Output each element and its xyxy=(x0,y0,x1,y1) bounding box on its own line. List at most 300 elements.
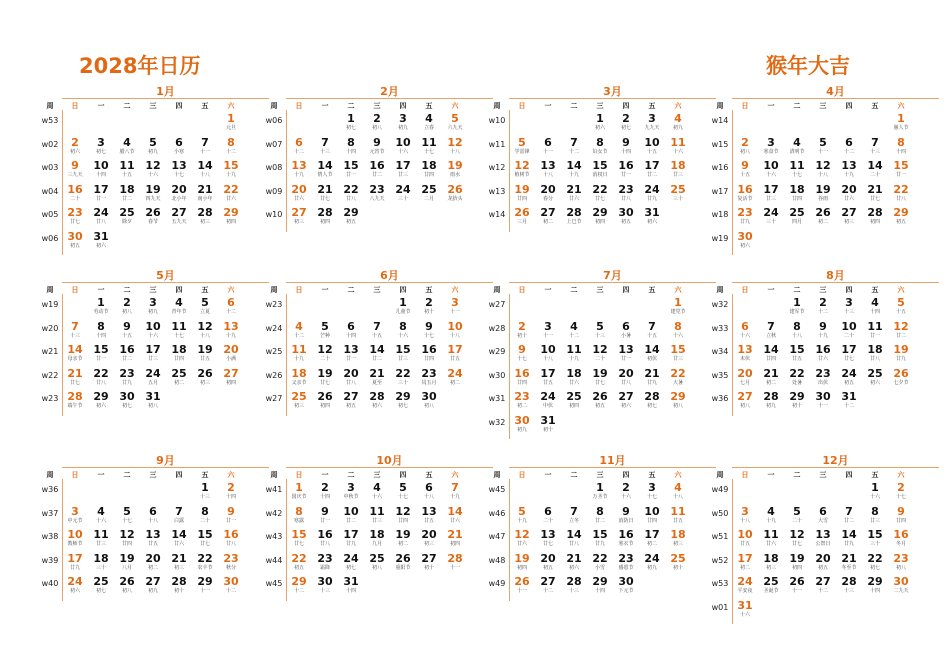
day-cell[interactable] xyxy=(114,368,140,387)
day-cell[interactable] xyxy=(390,553,416,572)
day-cell[interactable] xyxy=(390,184,416,203)
day-cell[interactable] xyxy=(784,137,810,156)
day-cell[interactable] xyxy=(192,207,218,226)
day-cell[interactable] xyxy=(312,529,338,548)
day-cell[interactable] xyxy=(509,207,535,226)
day-cell[interactable] xyxy=(192,482,218,501)
day-cell[interactable] xyxy=(509,321,535,340)
day-cell[interactable] xyxy=(784,529,810,548)
day-cell[interactable] xyxy=(312,207,338,226)
day-cell[interactable] xyxy=(312,391,338,410)
day-cell[interactable] xyxy=(888,184,914,203)
day-cell[interactable] xyxy=(665,553,691,572)
day-cell[interactable] xyxy=(312,576,338,595)
day-cell[interactable] xyxy=(535,207,561,226)
day-cell[interactable] xyxy=(218,506,244,525)
day-cell[interactable] xyxy=(862,553,888,572)
day-cell[interactable] xyxy=(509,344,535,363)
day-cell[interactable] xyxy=(561,368,587,387)
day-cell[interactable] xyxy=(442,368,468,387)
day-cell[interactable] xyxy=(218,160,244,179)
day-cell[interactable] xyxy=(166,529,192,548)
day-cell[interactable] xyxy=(62,391,88,410)
day-cell[interactable] xyxy=(192,184,218,203)
day-cell[interactable] xyxy=(732,137,758,156)
day-cell[interactable] xyxy=(140,368,166,387)
day-cell[interactable] xyxy=(286,321,312,340)
day-cell[interactable] xyxy=(784,160,810,179)
day-cell[interactable] xyxy=(862,207,888,226)
day-cell[interactable] xyxy=(535,391,561,410)
day-cell[interactable] xyxy=(62,137,88,156)
day-cell[interactable] xyxy=(561,207,587,226)
day-cell[interactable] xyxy=(416,506,442,525)
day-cell[interactable] xyxy=(836,529,862,548)
day-cell[interactable] xyxy=(732,368,758,387)
day-cell[interactable] xyxy=(732,576,758,595)
day-cell[interactable] xyxy=(509,160,535,179)
day-cell[interactable] xyxy=(88,321,114,340)
day-cell[interactable] xyxy=(338,553,364,572)
day-cell[interactable] xyxy=(390,529,416,548)
day-cell[interactable] xyxy=(535,368,561,387)
day-cell[interactable] xyxy=(639,137,665,156)
day-cell[interactable] xyxy=(888,113,914,132)
day-cell[interactable] xyxy=(613,137,639,156)
day-cell[interactable] xyxy=(732,160,758,179)
day-cell[interactable] xyxy=(862,368,888,387)
day-cell[interactable] xyxy=(665,184,691,203)
day-cell[interactable] xyxy=(836,368,862,387)
day-cell[interactable] xyxy=(862,344,888,363)
day-cell[interactable] xyxy=(665,368,691,387)
day-cell[interactable] xyxy=(166,297,192,316)
day-cell[interactable] xyxy=(535,415,561,434)
day-cell[interactable] xyxy=(338,160,364,179)
day-cell[interactable] xyxy=(192,506,218,525)
day-cell[interactable] xyxy=(442,529,468,548)
day-cell[interactable] xyxy=(888,160,914,179)
day-cell[interactable] xyxy=(62,576,88,595)
day-cell[interactable] xyxy=(758,576,784,595)
day-cell[interactable] xyxy=(587,391,613,410)
day-cell[interactable] xyxy=(587,321,613,340)
day-cell[interactable] xyxy=(192,297,218,316)
day-cell[interactable] xyxy=(509,506,535,525)
day-cell[interactable] xyxy=(88,553,114,572)
day-cell[interactable] xyxy=(192,160,218,179)
day-cell[interactable] xyxy=(192,321,218,340)
day-cell[interactable] xyxy=(218,529,244,548)
day-cell[interactable] xyxy=(114,207,140,226)
day-cell[interactable] xyxy=(88,576,114,595)
day-cell[interactable] xyxy=(312,137,338,156)
day-cell[interactable] xyxy=(587,506,613,525)
day-cell[interactable] xyxy=(758,368,784,387)
day-cell[interactable] xyxy=(613,576,639,595)
day-cell[interactable] xyxy=(613,482,639,501)
day-cell[interactable] xyxy=(88,184,114,203)
day-cell[interactable] xyxy=(114,297,140,316)
day-cell[interactable] xyxy=(390,160,416,179)
day-cell[interactable] xyxy=(140,137,166,156)
day-cell[interactable] xyxy=(390,113,416,132)
day-cell[interactable] xyxy=(218,207,244,226)
day-cell[interactable] xyxy=(338,113,364,132)
day-cell[interactable] xyxy=(535,553,561,572)
day-cell[interactable] xyxy=(587,160,613,179)
day-cell[interactable] xyxy=(192,576,218,595)
day-cell[interactable] xyxy=(218,321,244,340)
day-cell[interactable] xyxy=(312,553,338,572)
day-cell[interactable] xyxy=(140,297,166,316)
day-cell[interactable] xyxy=(862,506,888,525)
day-cell[interactable] xyxy=(810,576,836,595)
day-cell[interactable] xyxy=(166,368,192,387)
day-cell[interactable] xyxy=(364,160,390,179)
day-cell[interactable] xyxy=(888,207,914,226)
day-cell[interactable] xyxy=(639,529,665,548)
day-cell[interactable] xyxy=(166,321,192,340)
day-cell[interactable] xyxy=(390,391,416,410)
day-cell[interactable] xyxy=(338,391,364,410)
day-cell[interactable] xyxy=(509,368,535,387)
day-cell[interactable] xyxy=(62,344,88,363)
day-cell[interactable] xyxy=(732,207,758,226)
day-cell[interactable] xyxy=(888,137,914,156)
day-cell[interactable] xyxy=(810,529,836,548)
day-cell[interactable] xyxy=(166,576,192,595)
day-cell[interactable] xyxy=(114,506,140,525)
day-cell[interactable] xyxy=(810,137,836,156)
day-cell[interactable] xyxy=(218,482,244,501)
day-cell[interactable] xyxy=(810,391,836,410)
day-cell[interactable] xyxy=(758,553,784,572)
day-cell[interactable] xyxy=(140,391,166,410)
day-cell[interactable] xyxy=(665,297,691,316)
day-cell[interactable] xyxy=(535,137,561,156)
day-cell[interactable] xyxy=(784,184,810,203)
day-cell[interactable] xyxy=(62,368,88,387)
day-cell[interactable] xyxy=(810,553,836,572)
day-cell[interactable] xyxy=(587,137,613,156)
day-cell[interactable] xyxy=(587,207,613,226)
day-cell[interactable] xyxy=(888,529,914,548)
day-cell[interactable] xyxy=(509,529,535,548)
day-cell[interactable] xyxy=(836,184,862,203)
day-cell[interactable] xyxy=(442,184,468,203)
day-cell[interactable] xyxy=(312,184,338,203)
day-cell[interactable] xyxy=(114,576,140,595)
day-cell[interactable] xyxy=(218,344,244,363)
day-cell[interactable] xyxy=(338,344,364,363)
day-cell[interactable] xyxy=(286,368,312,387)
day-cell[interactable] xyxy=(587,482,613,501)
day-cell[interactable] xyxy=(364,137,390,156)
day-cell[interactable] xyxy=(364,506,390,525)
day-cell[interactable] xyxy=(535,506,561,525)
day-cell[interactable] xyxy=(665,344,691,363)
day-cell[interactable] xyxy=(442,160,468,179)
day-cell[interactable] xyxy=(613,321,639,340)
day-cell[interactable] xyxy=(166,160,192,179)
day-cell[interactable] xyxy=(88,368,114,387)
day-cell[interactable] xyxy=(561,576,587,595)
day-cell[interactable] xyxy=(862,137,888,156)
day-cell[interactable] xyxy=(192,529,218,548)
day-cell[interactable] xyxy=(535,184,561,203)
day-cell[interactable] xyxy=(732,321,758,340)
day-cell[interactable] xyxy=(509,137,535,156)
day-cell[interactable] xyxy=(88,207,114,226)
day-cell[interactable] xyxy=(587,529,613,548)
day-cell[interactable] xyxy=(888,482,914,501)
day-cell[interactable] xyxy=(390,344,416,363)
day-cell[interactable] xyxy=(416,344,442,363)
day-cell[interactable] xyxy=(88,160,114,179)
day-cell[interactable] xyxy=(587,184,613,203)
day-cell[interactable] xyxy=(665,113,691,132)
day-cell[interactable] xyxy=(286,529,312,548)
day-cell[interactable] xyxy=(888,321,914,340)
day-cell[interactable] xyxy=(166,344,192,363)
day-cell[interactable] xyxy=(338,321,364,340)
day-cell[interactable] xyxy=(862,482,888,501)
day-cell[interactable] xyxy=(784,297,810,316)
day-cell[interactable] xyxy=(338,506,364,525)
day-cell[interactable] xyxy=(732,344,758,363)
day-cell[interactable] xyxy=(732,184,758,203)
day-cell[interactable] xyxy=(62,160,88,179)
day-cell[interactable] xyxy=(561,321,587,340)
day-cell[interactable] xyxy=(442,344,468,363)
day-cell[interactable] xyxy=(836,344,862,363)
day-cell[interactable] xyxy=(390,137,416,156)
day-cell[interactable] xyxy=(192,344,218,363)
day-cell[interactable] xyxy=(114,344,140,363)
day-cell[interactable] xyxy=(338,368,364,387)
day-cell[interactable] xyxy=(613,529,639,548)
day-cell[interactable] xyxy=(286,207,312,226)
day-cell[interactable] xyxy=(665,482,691,501)
day-cell[interactable] xyxy=(140,553,166,572)
day-cell[interactable] xyxy=(312,344,338,363)
day-cell[interactable] xyxy=(114,160,140,179)
day-cell[interactable] xyxy=(286,482,312,501)
day-cell[interactable] xyxy=(62,529,88,548)
day-cell[interactable] xyxy=(218,184,244,203)
day-cell[interactable] xyxy=(364,482,390,501)
day-cell[interactable] xyxy=(312,160,338,179)
day-cell[interactable] xyxy=(364,321,390,340)
day-cell[interactable] xyxy=(442,506,468,525)
day-cell[interactable] xyxy=(88,391,114,410)
day-cell[interactable] xyxy=(561,137,587,156)
day-cell[interactable] xyxy=(758,391,784,410)
day-cell[interactable] xyxy=(613,160,639,179)
day-cell[interactable] xyxy=(88,344,114,363)
day-cell[interactable] xyxy=(862,321,888,340)
day-cell[interactable] xyxy=(416,391,442,410)
day-cell[interactable] xyxy=(587,576,613,595)
day-cell[interactable] xyxy=(166,553,192,572)
day-cell[interactable] xyxy=(732,529,758,548)
day-cell[interactable] xyxy=(639,344,665,363)
day-cell[interactable] xyxy=(509,576,535,595)
day-cell[interactable] xyxy=(312,368,338,387)
day-cell[interactable] xyxy=(166,137,192,156)
day-cell[interactable] xyxy=(784,344,810,363)
day-cell[interactable] xyxy=(114,391,140,410)
day-cell[interactable] xyxy=(416,184,442,203)
day-cell[interactable] xyxy=(62,231,88,250)
day-cell[interactable] xyxy=(613,207,639,226)
day-cell[interactable] xyxy=(613,368,639,387)
day-cell[interactable] xyxy=(140,529,166,548)
day-cell[interactable] xyxy=(862,297,888,316)
day-cell[interactable] xyxy=(535,160,561,179)
day-cell[interactable] xyxy=(286,344,312,363)
day-cell[interactable] xyxy=(338,207,364,226)
day-cell[interactable] xyxy=(836,137,862,156)
day-cell[interactable] xyxy=(587,113,613,132)
day-cell[interactable] xyxy=(62,321,88,340)
day-cell[interactable] xyxy=(338,184,364,203)
day-cell[interactable] xyxy=(732,391,758,410)
day-cell[interactable] xyxy=(639,113,665,132)
day-cell[interactable] xyxy=(810,344,836,363)
day-cell[interactable] xyxy=(62,506,88,525)
day-cell[interactable] xyxy=(286,137,312,156)
day-cell[interactable] xyxy=(218,297,244,316)
day-cell[interactable] xyxy=(561,553,587,572)
day-cell[interactable] xyxy=(442,137,468,156)
day-cell[interactable] xyxy=(62,184,88,203)
day-cell[interactable] xyxy=(561,344,587,363)
day-cell[interactable] xyxy=(114,137,140,156)
day-cell[interactable] xyxy=(810,207,836,226)
day-cell[interactable] xyxy=(836,576,862,595)
day-cell[interactable] xyxy=(862,529,888,548)
day-cell[interactable] xyxy=(810,321,836,340)
day-cell[interactable] xyxy=(364,344,390,363)
day-cell[interactable] xyxy=(665,529,691,548)
day-cell[interactable] xyxy=(758,344,784,363)
day-cell[interactable] xyxy=(442,553,468,572)
day-cell[interactable] xyxy=(836,321,862,340)
day-cell[interactable] xyxy=(732,506,758,525)
day-cell[interactable] xyxy=(836,160,862,179)
day-cell[interactable] xyxy=(639,321,665,340)
day-cell[interactable] xyxy=(364,391,390,410)
day-cell[interactable] xyxy=(390,482,416,501)
day-cell[interactable] xyxy=(535,529,561,548)
day-cell[interactable] xyxy=(665,321,691,340)
day-cell[interactable] xyxy=(561,184,587,203)
day-cell[interactable] xyxy=(338,137,364,156)
day-cell[interactable] xyxy=(836,506,862,525)
day-cell[interactable] xyxy=(758,506,784,525)
day-cell[interactable] xyxy=(561,529,587,548)
day-cell[interactable] xyxy=(862,184,888,203)
day-cell[interactable] xyxy=(286,576,312,595)
day-cell[interactable] xyxy=(364,529,390,548)
day-cell[interactable] xyxy=(587,344,613,363)
day-cell[interactable] xyxy=(218,137,244,156)
day-cell[interactable] xyxy=(665,137,691,156)
day-cell[interactable] xyxy=(665,506,691,525)
day-cell[interactable] xyxy=(140,184,166,203)
day-cell[interactable] xyxy=(364,184,390,203)
day-cell[interactable] xyxy=(140,506,166,525)
day-cell[interactable] xyxy=(416,529,442,548)
day-cell[interactable] xyxy=(613,344,639,363)
day-cell[interactable] xyxy=(416,482,442,501)
day-cell[interactable] xyxy=(338,576,364,595)
day-cell[interactable] xyxy=(416,160,442,179)
day-cell[interactable] xyxy=(758,207,784,226)
day-cell[interactable] xyxy=(312,482,338,501)
day-cell[interactable] xyxy=(390,321,416,340)
day-cell[interactable] xyxy=(561,160,587,179)
day-cell[interactable] xyxy=(218,553,244,572)
day-cell[interactable] xyxy=(416,553,442,572)
day-cell[interactable] xyxy=(535,344,561,363)
day-cell[interactable] xyxy=(166,506,192,525)
day-cell[interactable] xyxy=(364,113,390,132)
day-cell[interactable] xyxy=(758,184,784,203)
day-cell[interactable] xyxy=(509,415,535,434)
day-cell[interactable] xyxy=(836,207,862,226)
day-cell[interactable] xyxy=(587,553,613,572)
day-cell[interactable] xyxy=(442,482,468,501)
day-cell[interactable] xyxy=(888,576,914,595)
day-cell[interactable] xyxy=(639,506,665,525)
day-cell[interactable] xyxy=(784,207,810,226)
day-cell[interactable] xyxy=(862,576,888,595)
day-cell[interactable] xyxy=(88,297,114,316)
day-cell[interactable] xyxy=(192,553,218,572)
day-cell[interactable] xyxy=(836,391,862,410)
day-cell[interactable] xyxy=(758,137,784,156)
day-cell[interactable] xyxy=(114,553,140,572)
day-cell[interactable] xyxy=(192,137,218,156)
day-cell[interactable] xyxy=(442,113,468,132)
day-cell[interactable] xyxy=(836,553,862,572)
day-cell[interactable] xyxy=(416,321,442,340)
day-cell[interactable] xyxy=(88,231,114,250)
day-cell[interactable] xyxy=(166,184,192,203)
day-cell[interactable] xyxy=(312,506,338,525)
day-cell[interactable] xyxy=(509,391,535,410)
day-cell[interactable] xyxy=(535,576,561,595)
day-cell[interactable] xyxy=(88,137,114,156)
day-cell[interactable] xyxy=(416,297,442,316)
day-cell[interactable] xyxy=(613,506,639,525)
day-cell[interactable] xyxy=(286,391,312,410)
day-cell[interactable] xyxy=(442,297,468,316)
day-cell[interactable] xyxy=(442,321,468,340)
day-cell[interactable] xyxy=(535,321,561,340)
day-cell[interactable] xyxy=(416,113,442,132)
day-cell[interactable] xyxy=(665,391,691,410)
day-cell[interactable] xyxy=(166,207,192,226)
day-cell[interactable] xyxy=(88,529,114,548)
day-cell[interactable] xyxy=(587,368,613,387)
day-cell[interactable] xyxy=(758,160,784,179)
day-cell[interactable] xyxy=(810,297,836,316)
day-cell[interactable] xyxy=(732,600,758,619)
